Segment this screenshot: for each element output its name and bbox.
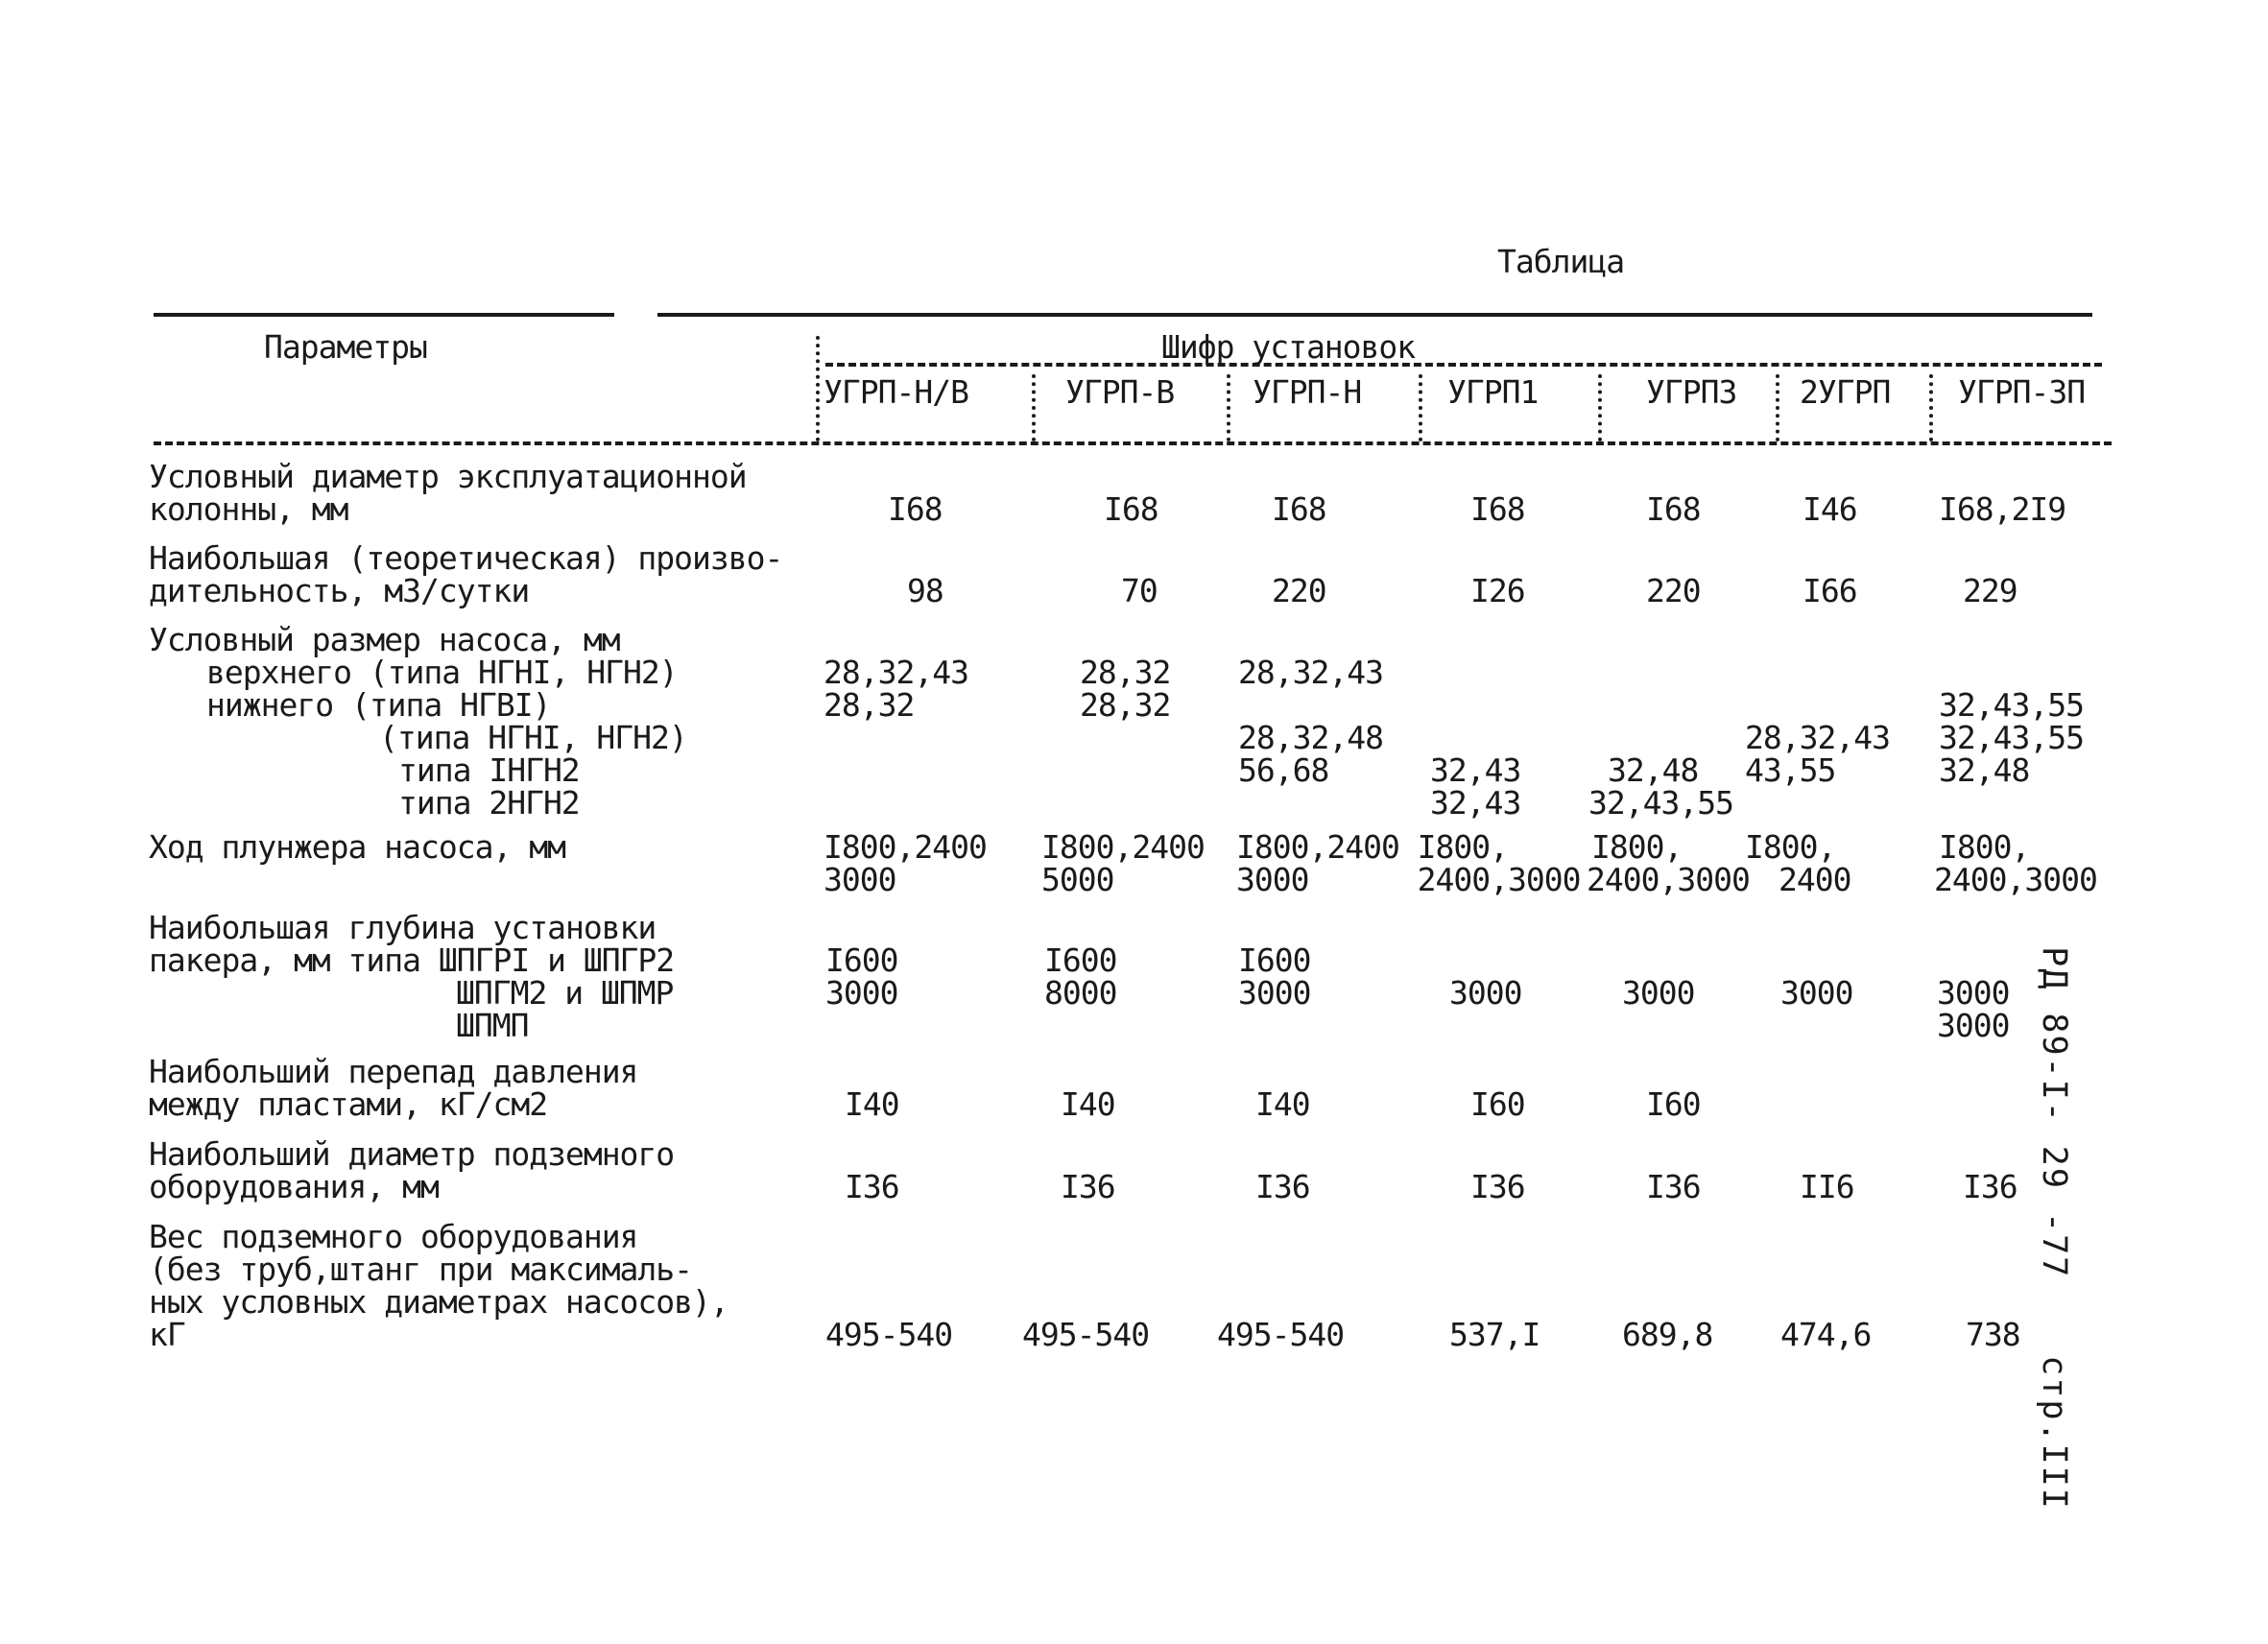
row2-label-line1: Наибольшая (теоретическая) произво- [149,539,783,577]
row8-value: 495-540 [1217,1316,1345,1353]
row4-value: I800,2400 I800, [1236,828,1509,866]
header-bottom-rule [154,441,2112,445]
row4-value: 2400,3000 [1934,861,2097,898]
row3-value: 32,43 [1430,784,1521,822]
row5-value: 3000 [1780,974,1853,1012]
row5-value: 3000 [1449,974,1522,1012]
row7-value: I36 [1470,1168,1525,1205]
row8-value: 738 [1966,1316,2020,1353]
row5-value: 3000 [1238,974,1311,1012]
row2-value: 220 [1272,572,1326,609]
row7-value: I36 [1255,1168,1310,1205]
col-divider [1419,374,1422,441]
row7-value: I36 [1646,1168,1701,1205]
row3-label-line3: нижнего (типа НГВI) [206,686,551,724]
row5-label-line4: ШПМП [456,1007,529,1044]
col-header-3: УГРП-Н [1253,373,1362,411]
col-divider [816,336,820,441]
row7-value: I36 [845,1168,899,1205]
row1-value: I68 [1104,490,1158,528]
row1-value: I46 [1802,490,1857,528]
params-header: Параметры [264,328,427,366]
row4-value: I800,2400 [824,828,987,866]
row8-value: 495-540 [1022,1316,1150,1353]
row8-value: 474,6 [1780,1316,1872,1353]
row5-label-line2: пакера, мм типа ШПГРI и ШПГР2 [149,941,675,979]
row6-label-line1: Наибольший перепад давления [149,1053,638,1090]
row1-value: I68 [888,490,943,528]
page-number: стр.III [2035,1355,2073,1511]
row3-value: 28,32 [1080,654,1171,691]
row2-value: I66 [1802,572,1857,609]
row8-label-line4: кГ [149,1316,185,1353]
row3-value: 28,32,43 [1238,654,1383,691]
col-header-2: УГРП-В [1065,373,1175,411]
row6-value: I40 [845,1085,899,1123]
top-rule-left [154,313,614,317]
row5-value: 3000 [1622,974,1695,1012]
row3-value: 28,32 [824,686,915,724]
row5-value: I600 [825,941,898,979]
row4-value: I800, [1591,828,1683,866]
row3-value: 43,55 [1745,751,1836,789]
row3-value: 56,68 [1238,751,1329,789]
row5-value: I600 [1044,941,1117,979]
row3-label-line1: Условный размер насоса, мм [149,621,620,658]
row6-value: I60 [1470,1085,1525,1123]
row3-value: 28,32 [1080,686,1171,724]
row3-value: 28,32,43 [824,654,968,691]
row3-label-line4: (типа НГНI, НГН2) [379,719,687,756]
row5-value: 3000 [825,974,898,1012]
row2-value: 220 [1646,572,1701,609]
top-rule-right [657,313,2092,317]
row5-value: 8000 [1044,974,1117,1012]
row5-value: I600 [1238,941,1311,979]
row3-value: 28,32,43 [1745,719,1890,756]
row7-label-line2: оборудования, мм [149,1168,439,1205]
row8-value: 689,8 [1622,1316,1713,1353]
row3-value: 32,48 [1939,751,2030,789]
row3-value: 28,32,48 [1238,719,1383,756]
row7-label-line1: Наибольший диаметр подземного [149,1135,675,1173]
row3-value: 32,43,55 [1939,686,2084,724]
row5-label-line3: ШПГМ2 и ШПМР [456,974,674,1012]
group-underline [825,363,2102,367]
row1-value: I68,2I9 [1939,490,2066,528]
row5-value: 3000 [1937,1007,2010,1044]
col-header-1: УГРП-Н/В [824,373,968,411]
table-caption: Таблица [1497,243,1625,280]
row2-value: 70 [1121,572,1158,609]
document-reference [2035,902,2112,1511]
col-header-7: УГРП-ЗП [1958,373,2086,411]
row8-value: 537,I [1449,1316,1540,1353]
row4-value: I800, [1939,828,2030,866]
document-code: РД 89-I- 29 -77 [2035,946,2073,1279]
row8-label-line3: ных условных диаметрах насосов), [149,1283,728,1321]
row4-value: 2400 [1779,861,1851,898]
row5-label-line1: Наибольшая глубина установки [149,909,657,946]
col-divider [1032,374,1036,441]
row3-value: 32,43 [1430,751,1521,789]
row3-label-line5: типа IНГН2 [398,751,580,789]
row1-value: I68 [1470,490,1525,528]
col-divider [1227,374,1230,441]
row8-label-line2: (без труб,штанг при максималь- [149,1251,693,1288]
col-divider [1929,374,1933,441]
row2-label-line2: дительность, м3/сутки [149,572,530,609]
col-divider [1776,374,1779,441]
row8-label-line1: Вес подземного оборудования [149,1218,638,1255]
row3-value: 32,43,55 [1939,719,2084,756]
row7-value: II6 [1800,1168,1854,1205]
row4-label: Ход плунжера насоса, мм [149,828,565,866]
row6-value: I40 [1255,1085,1310,1123]
row5-value: 3000 [1937,974,2010,1012]
row6-label-line2: между пластами, кГ/см2 [149,1085,548,1123]
row7-value: I36 [1061,1168,1115,1205]
row4-value: 5000 [1041,861,1114,898]
row8-value: 495-540 [825,1316,953,1353]
row2-value: 98 [907,572,943,609]
row3-label-line6: типа 2НГН2 [398,784,580,822]
row3-value: 32,48 [1608,751,1699,789]
row3-value: 32,43,55 [1588,784,1733,822]
row3-label-line2: верхнего (типа НГНI, НГН2) [206,654,678,691]
group-header: Шифр установок [1161,328,1416,366]
row1-label-line2: колонны, мм [149,490,348,528]
row4-value: I800,2400 [1041,828,1205,866]
row1-label-line1: Условный диаметр эксплуатационной [149,458,747,495]
row4-value: 3000 2400,3000 [1236,861,1581,898]
row4-value: 2400,3000 [1587,861,1750,898]
row4-value: 3000 [824,861,896,898]
row6-value: I40 [1061,1085,1115,1123]
col-header-4: УГРП1 [1447,373,1539,411]
row1-value: I68 [1646,490,1701,528]
col-divider [1598,374,1602,441]
row2-value: I26 [1470,572,1525,609]
col-header-6: 2УГРП [1800,373,1891,411]
row1-value: I68 [1272,490,1326,528]
col-header-5: УГРП3 [1646,373,1737,411]
row2-value: 229 [1963,572,2017,609]
row7-value: I36 [1963,1168,2017,1205]
row4-value: I800, [1745,828,1836,866]
row6-value: I60 [1646,1085,1701,1123]
